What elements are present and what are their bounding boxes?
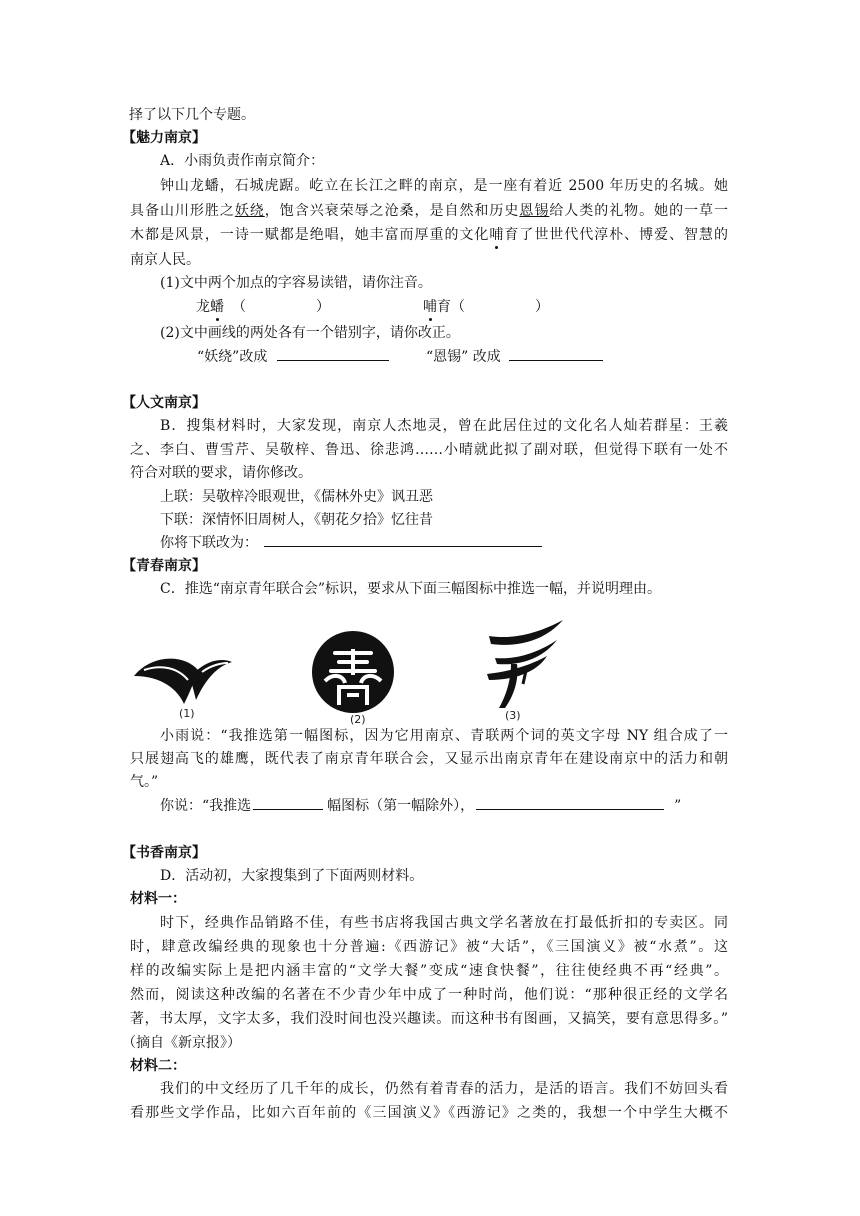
task-b-line: B．搜集材料时，大家发现，南京人杰地灵，曾在此居住过的文化名人灿若群星：王羲 [160,418,728,434]
section-header-culture: 【人文南京】 [122,395,206,411]
logo-caption-3: (3) [505,709,521,722]
material-1-source: （摘自《新京报》） [122,1035,241,1051]
intro-paragraph-line: 钟山龙蟠，石城虎踞。屹立在长江之畔的南京，是一座有着近 2500 年历史的名城。她 [160,178,728,194]
material-1-line: 著，书太厚，文字太多，我们没时间也没兴趣读。而这种书有图画，又搞笑，要有意思得多。” [130,1011,728,1027]
answer-blank[interactable] [476,795,664,810]
correction-b: “恩锡” 改成 [426,346,603,368]
answer-blank[interactable] [253,795,323,810]
answer-blank[interactable] [277,346,389,361]
logo-caption-1: (1) [179,707,195,720]
task-b-line: 符合对联的要求，请你修改。 [130,465,312,481]
xiaoyu-line: 气。” [130,774,159,790]
task-d: D．活动初，大家搜集到了下面两则材料。 [160,868,424,884]
task-a: A．小雨负责作南京简介： [160,153,325,169]
material-1-line: 样的改编实际上是把内涵丰富的“文学大餐”变成“速食快餐”，往往使经典不再“经典”。 [130,963,728,979]
dotted-char: 哺 [489,224,503,246]
logo-caption-2: (2) [350,713,366,726]
correction-a: “妖绕”改成 [197,346,389,368]
revise-line: 你将下联改为： [160,532,542,554]
xiaoyu-line: 小雨说：“我推选第一幅图标，因为它用南京、青联两个词的英文字母 NY 组合成了一 [160,728,728,744]
dotted-char: 蟠 [210,296,224,318]
underlined-word: 妖绕 [234,203,265,219]
answer-blank[interactable] [509,346,603,361]
material-1-title: 材料一： [130,891,186,907]
material-2-title: 材料二： [130,1058,186,1074]
pinyin-item-a: 龙蟠 （ ） [196,296,330,318]
your-answer-line: 你说：“我推选 幅图标（第一幅除外）， ” [160,795,681,817]
intro-paragraph-line: 具备山川形胜之妖绕，饱含兴衰荣辱之沧桑，是自然和历史恩锡给人类的礼物。她的一草一 [130,203,729,219]
intro-paragraph-line: 木都是风景，一诗一赋都是绝唱，她丰富而厚重的文化哺育了世世代代淳朴、博爱、智慧的 [130,224,728,246]
pinyin-item-b: 哺育（ ） [423,296,549,318]
logo-3-brush-mark [481,618,565,710]
material-1-line: 时，肆意改编经典的现象也十分普遍:《西游记》被“大话”，《三国演义》被“水煮”。这 [130,939,728,955]
couplet-lower: 下联：深情怀旧周树人，《朝花夕拾》忆往昔 [160,512,433,528]
intro-paragraph-line: 南京人民。 [130,252,200,268]
question-2: (2)文中画线的两处各有一个错别字，请你改正。 [160,325,460,341]
material-2-line: 看那些文学作品，比如六百年前的《三国演义》《西游记》之类的，我想一个中学生大概不 [130,1105,728,1121]
couplet-upper: 上联：吴敬梓冷眼观世，《儒林外史》讽丑恶 [160,489,433,505]
task-b-line: 之、李白、曹雪芹、吴敬梓、鲁迅、徐悲鸿……小晴就此拟了副对联，但觉得下联有一处不 [130,442,728,458]
section-header-reading: 【书香南京】 [122,845,206,861]
xiaoyu-line: 只展翅高飞的雄鹰，既代表了南京青年联合会，又显示出南京青年在建设南京中的活力和朝 [130,751,728,767]
material-1-line: 时下，经典作品销路不佳，有些书店将我国古典文学名著放在打最低折扣的专卖区。同 [160,915,728,931]
material-2-line: 我们的中文经历了几千年的成长，仍然有着青春的活力，是活的语言。我们不妨回头看 [160,1081,728,1097]
intro-line: 择了以下几个专题。 [129,107,255,123]
section-header-youth: 【青春南京】 [122,558,206,574]
underlined-word: 恩锡 [519,203,550,219]
dotted-char: 哺 [423,296,437,318]
logo-1-eagle [132,648,234,706]
section-header-charm: 【魅力南京】 [122,130,206,146]
task-c: C．推选“南京青年联合会”标识，要求从下面三幅图标中推选一幅，并说明理由。 [160,581,662,597]
answer-blank[interactable] [264,532,542,547]
logo-2-round-emblem [309,629,397,715]
question-1: (1)文中两个加点的字容易读错，请你注音。 [160,275,432,291]
material-1-line: 然而，阅读这种改编的名著在不少青少年中成了一种时尚，他们说：“那种很正经的文学名 [130,987,728,1003]
